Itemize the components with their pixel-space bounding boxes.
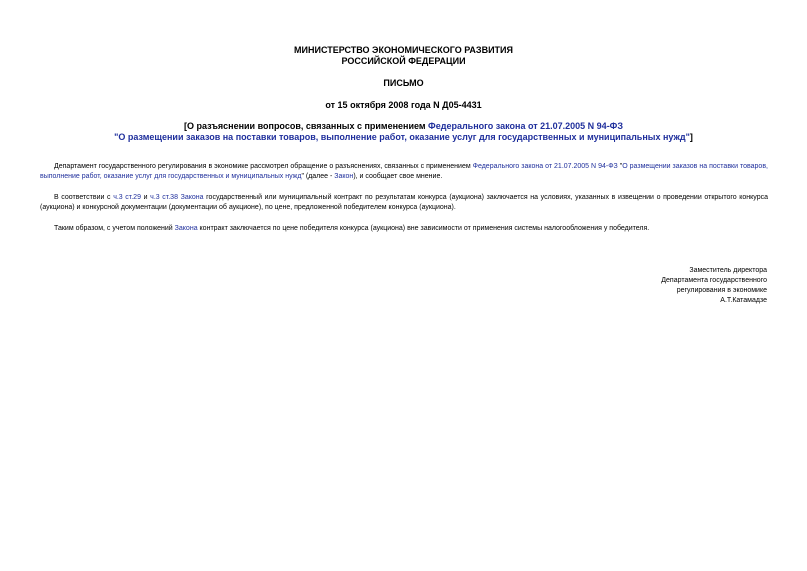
p3-text-1: Таким образом, с учетом положений <box>54 225 175 232</box>
paragraph-1 <box>40 162 768 182</box>
p1-text-3: " (далее - <box>301 173 335 180</box>
p3-zakon-link[interactable]: Закона <box>174 225 198 232</box>
p1-zakon-link[interactable]: Закон <box>334 173 354 180</box>
subject-law-title-link[interactable]: "О размещении заказов на поставки товаров, выполнение работ, оказание услуг для государственных и муниципальных нужд" <box>114 132 690 142</box>
signature-line-1: Заместитель директора <box>689 267 767 274</box>
p1-law-title-link[interactable]: О размещении заказов на поставки товаров, выполнение работ, оказание услуг для государственных и муниципальных нужд <box>40 163 768 180</box>
p2-article-29-link[interactable]: ч.3 ст.29 <box>113 194 141 201</box>
p1-text-4: ), и сообщает свое мнение. <box>353 173 443 180</box>
signature-block <box>567 266 767 306</box>
document-date-number: от 15 октября 2008 года N Д05-4431 <box>325 100 482 110</box>
paragraph-2 <box>40 193 768 213</box>
p2-article-38-link[interactable]: ч.3 ст.38 Закона <box>150 194 204 201</box>
signature-line-3: регулирования в экономике <box>676 287 767 294</box>
p1-text-1: Департамент государственного регулирования в экономике рассмотрел обращение о разъяснениях, связанных с применением <box>54 163 473 170</box>
subject-prefix: [О разъяснении вопросов, связанных с применением <box>183 121 429 131</box>
document-subject <box>100 121 707 143</box>
signature-line-2: Департамента государственного <box>661 277 767 284</box>
ministry-line-1: МИНИСТЕРСТВО ЭКОНОМИЧЕСКОГО РАЗВИТИЯ <box>294 45 513 55</box>
p2-text-1: В соответствии с <box>54 194 114 201</box>
p3-text-2: контракт заключается по цене победителя конкурса (аукциона) вне зависимости от применения системы налогообложения у победителя. <box>197 225 650 232</box>
p2-text-3: государственный или муниципальный контракт по результатам конкурса (аукциона) заключается на условиях, указанных в извещении о проведении открытого конкурса (аукциона) и конкурсной документации (документации об аукционе), по цене, предложенной победителем конкурса (аукциона). <box>40 194 769 211</box>
ministry-header <box>0 45 807 67</box>
paragraph-3 <box>40 224 768 234</box>
signature-name: А.Т.Катамадзе <box>720 297 767 304</box>
p2-text-2: и <box>140 194 151 201</box>
p1-text-2: " <box>617 163 623 170</box>
subject-suffix: ] <box>689 132 693 142</box>
p1-law-link[interactable]: Федерального закона от 21.07.2005 N 94-ФЗ <box>472 163 618 170</box>
ministry-line-2: РОССИЙСКОЙ ФЕДЕРАЦИИ <box>341 56 466 66</box>
subject-law-link[interactable]: Федерального закона от 21.07.2005 N 94-ФЗ <box>428 121 624 131</box>
document-type: ПИСЬМО <box>383 78 424 88</box>
